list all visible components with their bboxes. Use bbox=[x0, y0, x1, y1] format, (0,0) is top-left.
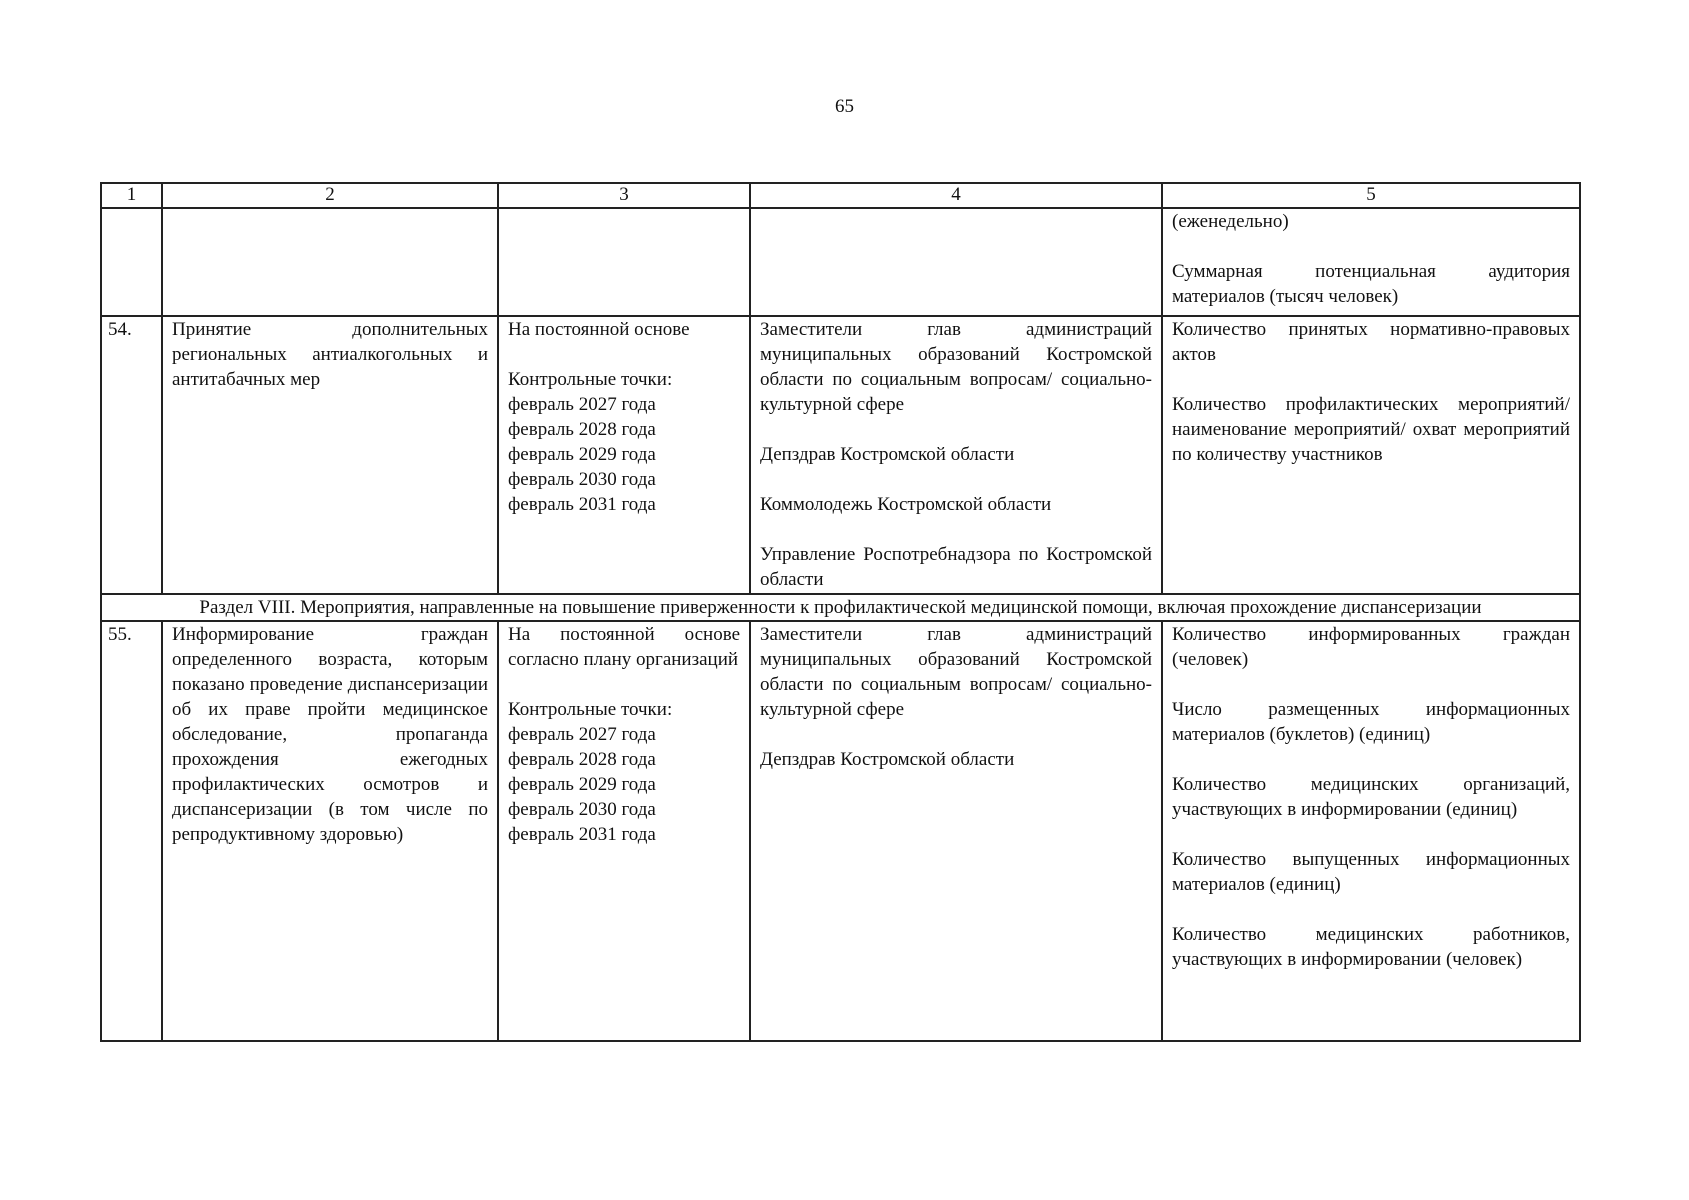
measure-cell: Принятие дополнительных региональных антиалкогольных и антитабачных мер bbox=[162, 316, 498, 594]
indicator-text: Суммарная потенциальная аудитория материалов (тысяч человек) bbox=[1172, 261, 1570, 307]
control-point: февраль 2029 года bbox=[508, 444, 656, 465]
indicators-cell bbox=[1162, 621, 1580, 1041]
indicator-text: Количество выпущенных информационных материалов (единиц) bbox=[1172, 849, 1570, 895]
executor-text: Депздрав Костромской области bbox=[760, 749, 1015, 770]
executors-cell bbox=[750, 621, 1162, 1041]
table-row bbox=[101, 621, 1580, 1041]
column-number: 5 bbox=[1162, 183, 1580, 208]
indicator-text: Количество профилактических мероприятий/наименование мероприятий/ охват мероприятий по количеству участников bbox=[1172, 394, 1570, 465]
section-title: Раздел VIII. Мероприятия, направленные на повышение приверженности к профилактической медицинской помощи, включая прохождение диспансеризации bbox=[101, 594, 1580, 621]
column-number: 4 bbox=[750, 183, 1162, 208]
indicator-text: Количество принятых нормативно-правовых актов bbox=[1172, 319, 1570, 365]
control-point: февраль 2030 года bbox=[508, 799, 656, 820]
indicators-cell bbox=[1162, 208, 1580, 316]
column-number: 2 bbox=[162, 183, 498, 208]
control-point: февраль 2027 года bbox=[508, 394, 656, 415]
executor-text: Заместители глав администраций муниципальных образований Костромской области по социальным вопросам/ социально-культурной сфере bbox=[760, 319, 1152, 415]
executor-text: Заместители глав администраций муниципальных образований Костромской области по социальным вопросам/ социально-культурной сфере bbox=[760, 624, 1152, 720]
control-points-label: Контрольные точки: bbox=[508, 699, 673, 720]
executors-cell bbox=[750, 316, 1162, 594]
column-numbers-row bbox=[101, 183, 1580, 208]
table-row bbox=[101, 208, 1580, 316]
control-point: февраль 2029 года bbox=[508, 774, 656, 795]
control-point: февраль 2031 года bbox=[508, 494, 656, 515]
indicator-text: (еженедельно) bbox=[1172, 211, 1289, 232]
measure-cell: Информирование граждан определенного возраста, которым показано проведение диспансеризации об их праве пройти медицинское обследование, пропаганда прохождения ежегодных профилактических осмотров и диспансеризации (в том числе по репродуктивному здоровью) bbox=[162, 621, 498, 1041]
indicators-cell bbox=[1162, 316, 1580, 594]
control-points-label: Контрольные точки: bbox=[508, 369, 673, 390]
measures-table bbox=[100, 182, 1581, 1042]
control-points bbox=[508, 367, 740, 517]
indicator-text: Число размещенных информационных материалов (буклетов) (единиц) bbox=[1172, 699, 1570, 745]
control-point: февраль 2031 года bbox=[508, 824, 656, 845]
column-number: 3 bbox=[498, 183, 750, 208]
control-point: февраль 2030 года bbox=[508, 469, 656, 490]
executor-text: Управление Роспотребнадзора по Костромской области bbox=[760, 544, 1152, 590]
indicator-text: Количество информированных граждан (человек) bbox=[1172, 624, 1570, 670]
term-cell bbox=[498, 316, 750, 594]
indicator-text: Количество медицинских организаций, участвующих в информировании (единиц) bbox=[1172, 774, 1570, 820]
control-point: февраль 2028 года bbox=[508, 419, 656, 440]
executor-text: Коммолодежь Костромской области bbox=[760, 494, 1052, 515]
term-text: На постоянной основе bbox=[508, 319, 690, 340]
column-number: 1 bbox=[101, 183, 162, 208]
page-number: 65 bbox=[835, 96, 854, 117]
row-number: 54. bbox=[101, 316, 162, 594]
table-row bbox=[101, 316, 1580, 594]
row-number: 55. bbox=[101, 621, 162, 1041]
control-point: февраль 2028 года bbox=[508, 749, 656, 770]
section-row bbox=[101, 594, 1580, 621]
control-points bbox=[508, 697, 740, 847]
term-text: На постоянной основе согласно плану организаций bbox=[508, 624, 740, 670]
term-cell bbox=[498, 621, 750, 1041]
control-point: февраль 2027 года bbox=[508, 724, 656, 745]
indicator-text: Количество медицинских работников, участвующих в информировании (человек) bbox=[1172, 924, 1570, 970]
executor-text: Депздрав Костромской области bbox=[760, 444, 1015, 465]
